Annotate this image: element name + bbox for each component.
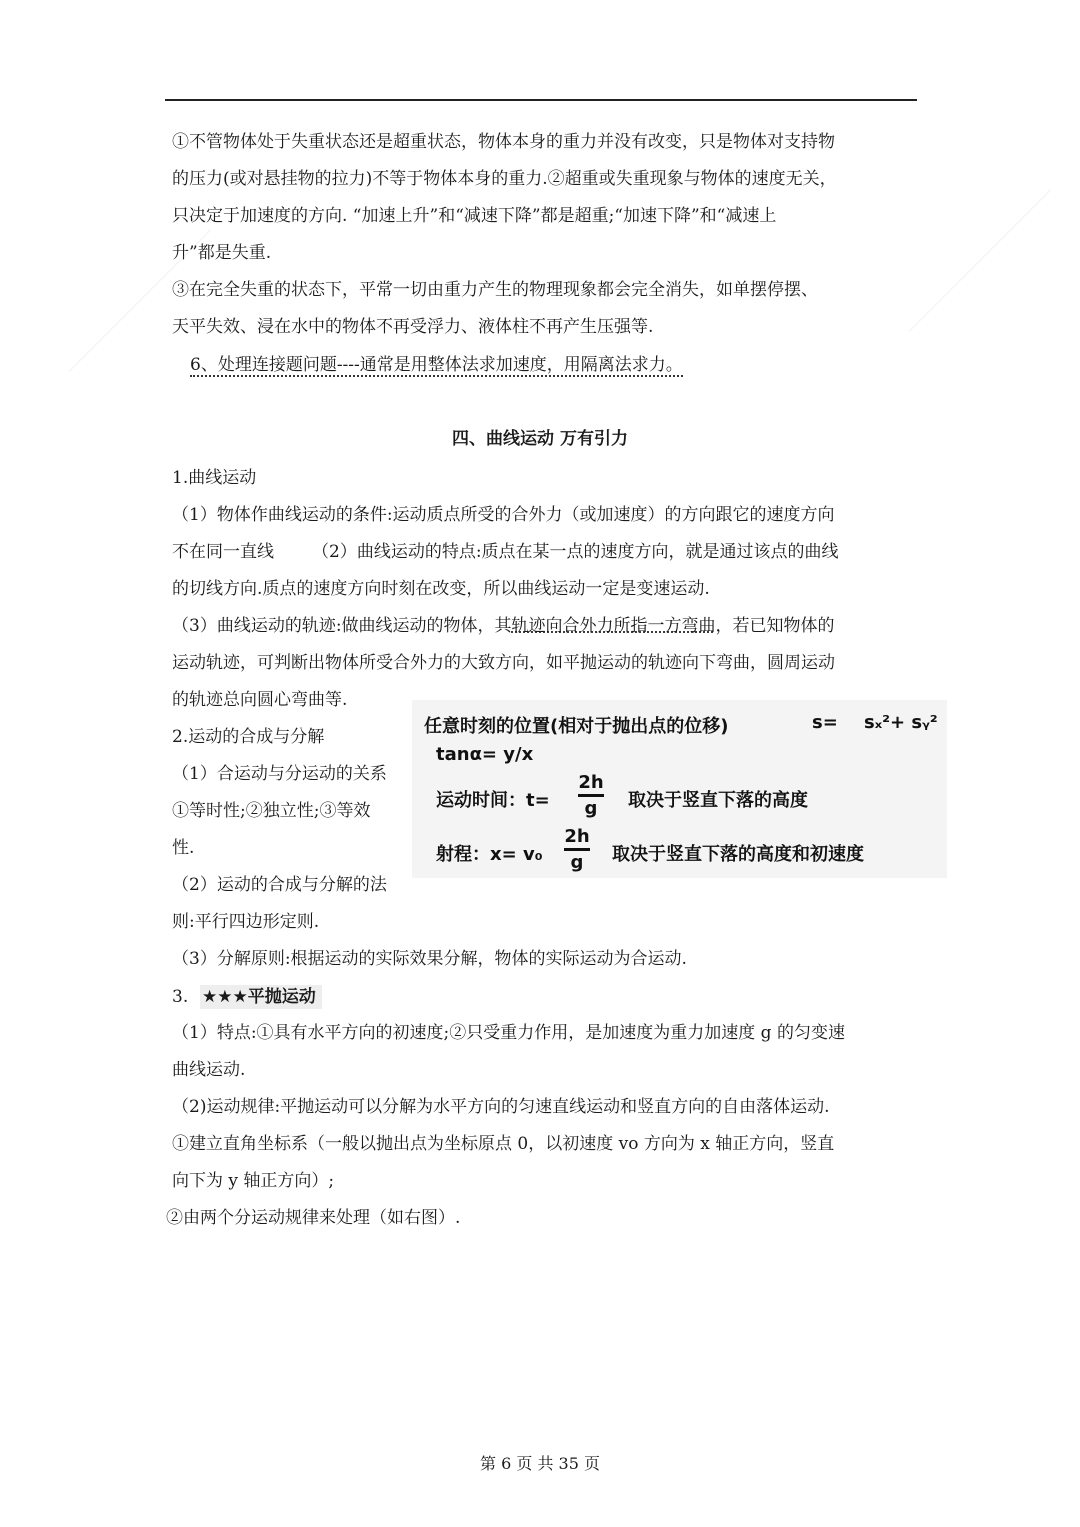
formula-line4-label: 射程：x= v₀	[436, 844, 543, 865]
body-p5a: （3）曲线运动的轨迹:做曲线运动的物体，其	[172, 616, 512, 636]
fraction-2-numerator: 2h	[564, 826, 590, 847]
fraction-2-denominator: g	[570, 852, 584, 873]
body-p12: （2）运动的合成与分解的法	[172, 875, 387, 895]
body-p11: 性.	[172, 838, 195, 858]
formula-line1-s: s=	[812, 712, 838, 733]
section-heading: 四、曲线运动 万有引力	[452, 429, 628, 449]
watermark-mark	[909, 189, 1051, 331]
para-4: 升”都是失重.	[172, 243, 272, 263]
body-p3a: 不在同一直线	[172, 542, 274, 562]
body-p16: 曲线运动.	[172, 1060, 246, 1080]
body-p5b: 轨迹向合外力所指一方弯曲	[511, 616, 716, 636]
fraction-1-denominator: g	[584, 798, 598, 819]
item-3-title: ★★★平抛运动	[200, 985, 322, 1009]
formula-line1-rhs: sₓ²+ sᵧ²	[864, 712, 938, 733]
para-1: ①不管物体处于失重状态还是超重状态，物体本身的重力并没有改变，只是物体对支持物	[172, 132, 835, 152]
body-p3b: （2）曲线运动的特点:质点在某一点的速度方向，就是通过该点的曲线	[312, 542, 839, 562]
body-p17: （2)运动规律:平抛运动可以分解为水平方向的匀速直线运动和竖直方向的自由落体运动.	[172, 1097, 830, 1117]
formula-line3-desc: 取决于竖直下落的高度	[628, 790, 808, 811]
body-p1: 1.曲线运动	[172, 468, 257, 488]
body-p3	[172, 534, 918, 571]
formula-line4-desc: 取决于竖直下落的高度和初速度	[612, 844, 864, 865]
body-p2: （1）物体作曲线运动的条件:运动质点所受的合外力（或加速度）的方向跟它的速度方向	[172, 505, 835, 525]
body-p15: （1）特点:①具有水平方向的初速度;②只受重力作用，是加速度为重力加速度 g 的匀变速	[172, 1023, 845, 1043]
body-p7: 的轨迹总向圆心弯曲等.	[172, 690, 348, 710]
fraction-1-bar	[578, 794, 604, 797]
body-p9: （1）合运动与分运动的关系	[172, 764, 387, 784]
body-p6: 运动轨迹，可判断出物体所受合外力的大致方向，如平抛运动的轨迹向下弯曲，圆周运动	[172, 653, 835, 673]
body-p19: 向下为 y 轴正方向）;	[172, 1171, 335, 1191]
body-p13: 则:平行四边形定则.	[172, 912, 320, 932]
page-footer: 第 6 页 共 35 页	[480, 1454, 600, 1473]
para-6: 天平失效、浸在水中的物体不再受浮力、液体柱不再产生压强等.	[172, 317, 654, 337]
header-rule	[165, 99, 917, 101]
formula-line3-label: 运动时间：t=	[436, 790, 550, 811]
line-6-wrap	[190, 347, 936, 384]
para-3: 只决定于加速度的方向. “加速上升”和“减速下降”都是超重;“加速下降”和“减速上	[172, 206, 777, 226]
formula-box	[412, 700, 947, 878]
body-p5c: ，若已知物体的	[715, 616, 835, 636]
body-p4: 的切线方向.质点的速度方向时刻在改变，所以曲线运动一定是变速运动.	[172, 579, 710, 599]
body-p14: （3）分解原则:根据运动的实际效果分解，物体的实际运动为合运动.	[172, 949, 687, 969]
item-3-number: 3.	[172, 987, 189, 1007]
body-p20: ②由两个分运动规律来处理（如右图）.	[166, 1208, 461, 1228]
body-p10: ①等时性;②独立性;③等效	[172, 801, 371, 821]
body-p18: ①建立直角坐标系（一般以抛出点为坐标原点 0，以初速度 vo 方向为 x 轴正方向，竖直	[172, 1134, 835, 1154]
para-5: ③在完全失重的状态下，平常一切由重力产生的物理现象都会完全消失，如单摆停摆、	[172, 280, 818, 300]
para-2: 的压力(或对悬挂物的拉力)不等于物体本身的重力.②超重或失重现象与物体的速度无关，	[172, 169, 837, 189]
formula-fraction-2	[564, 826, 590, 873]
fraction-2-bar	[564, 848, 590, 851]
line-6: 6、处理连接题问题----通常是用整体法求加速度，用隔离法求力。	[190, 355, 683, 375]
body-p5	[172, 608, 918, 645]
formula-line2: tanα= y/x	[436, 744, 534, 765]
body-p8: 2.运动的合成与分解	[172, 727, 325, 747]
formula-line1-text: 任意时刻的位置(相对于抛出点的位移)	[424, 716, 729, 737]
formula-fraction-1	[578, 772, 604, 819]
fraction-1-numerator: 2h	[578, 772, 604, 793]
